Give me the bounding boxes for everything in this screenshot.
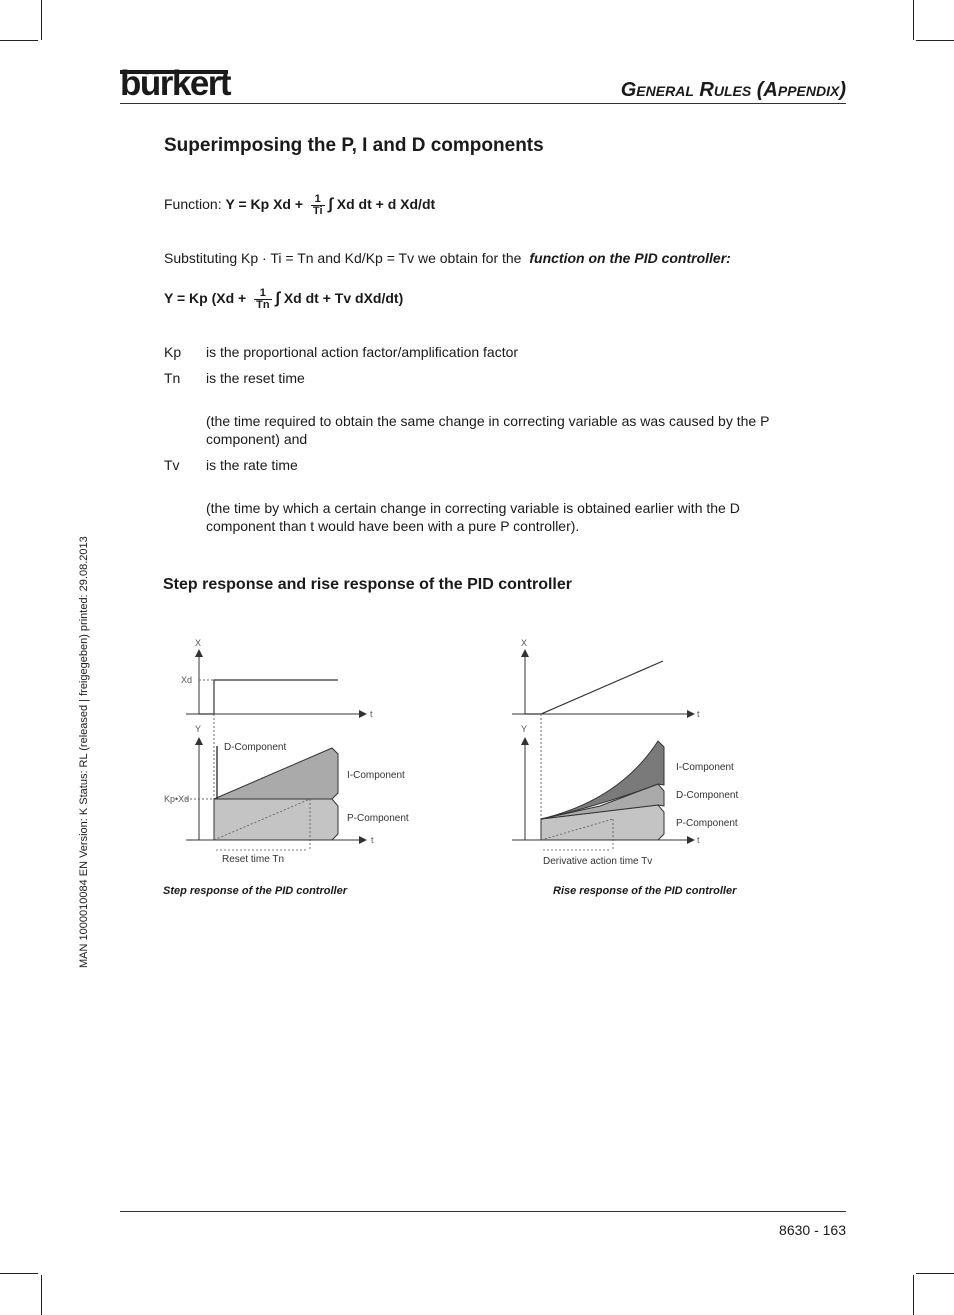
p-component-area [214, 799, 338, 840]
ramp-input-line [525, 661, 663, 714]
x-axis-label: X [521, 638, 528, 648]
definition-term-tv: Tv [164, 457, 180, 473]
t-label: t [370, 709, 373, 719]
crop-mark [913, 0, 914, 40]
page-number: 8630 - 163 [779, 1222, 846, 1238]
crop-mark [41, 1275, 42, 1315]
tn-note: (the time required to obtain the same change in correcting variable as was caused by the P component) and [206, 413, 770, 447]
y-axis-label: Y [521, 724, 528, 734]
crop-mark [913, 1275, 914, 1315]
brand-logo: bürkert [120, 64, 231, 103]
pid-formula [164, 288, 403, 311]
reset-time-label: Reset time Tn [222, 854, 285, 865]
crop-mark [41, 0, 42, 40]
p-component-label: P-Component [676, 818, 738, 829]
function-formula-left: Y = Kp Xd + [225, 196, 304, 213]
derivative-time-label: Derivative action time Tv [543, 856, 653, 867]
d-component-label: D-Component [676, 790, 739, 801]
fraction-denominator: Tn [256, 299, 270, 311]
t-label: t [697, 709, 700, 719]
crop-mark [916, 1273, 954, 1274]
definition-desc-tv: is the rate time [206, 457, 298, 473]
section-title: General Rules (Appendix) [620, 79, 846, 101]
substituting-line [164, 249, 731, 267]
function-line [164, 194, 435, 217]
tv-note: (the time by which a certain change in correcting variable is obtained earlier with the D component than t would have been with a pure P controller). [206, 500, 740, 534]
i-component-area [214, 748, 338, 799]
pid-formula-right: Xd dt + Tv dXd/dt) [283, 290, 404, 307]
step-input-line [199, 680, 338, 714]
pid-formula-left: Y = Kp (Xd + [164, 290, 247, 307]
section-subtitle: Step response and rise response of the PID controller [163, 576, 572, 593]
kpxd-label: Kp•Xd [164, 794, 190, 804]
definition-term-kp: Kp [164, 344, 182, 360]
integral-symbol: ∫ [275, 290, 280, 308]
y-axis-label: Y [195, 724, 202, 734]
t-label-bottom: t [697, 835, 700, 845]
crop-mark [0, 1273, 38, 1274]
substituting-text: Substituting Kp · Ti = Tn and Kd/Kp = Tv we obtain for the [164, 250, 522, 266]
footer-rule [120, 1211, 846, 1212]
definition-desc-tn: is the reset time [206, 370, 305, 386]
i-component-label: I-Component [676, 762, 734, 773]
substituting-emphasis: function on the PID controller: [529, 250, 731, 266]
fraction-numerator: 1 [311, 194, 325, 206]
step-caption: Step response of the PID controller [163, 885, 347, 897]
xd-label: Xd [181, 675, 193, 685]
definition-desc-kp: is the proportional action factor/amplification factor [206, 344, 519, 360]
function-formula-right: Xd dt + d Xd/dt [336, 196, 436, 213]
t-label-bottom: t [371, 835, 374, 845]
header-rule [120, 103, 846, 104]
function-label: Function: [164, 196, 222, 213]
document-side-note: MAN 1000010084 EN Version: K Status: RL (released | freigegeben) printed: 29.08.2013 [78, 536, 90, 968]
fraction-denominator: Ti [312, 205, 323, 217]
pid-fraction [254, 288, 271, 311]
p-component-label: P-Component [347, 813, 409, 824]
d-component-label: D-Component [224, 742, 287, 753]
rise-response-diagram [500, 625, 750, 875]
step-response-diagram [150, 625, 410, 875]
x-axis-label: X [195, 638, 202, 648]
i-component-label: I-Component [347, 770, 405, 781]
crop-mark [916, 40, 954, 41]
page-title: Superimposing the P, I and D components [164, 135, 544, 156]
definition-term-tn: Tn [164, 370, 181, 386]
crop-mark [0, 40, 38, 41]
fraction-numerator: 1 [254, 288, 271, 300]
rise-caption: Rise response of the PID controller [553, 885, 737, 897]
integral-symbol: ∫ [328, 196, 333, 214]
function-fraction [311, 194, 325, 217]
